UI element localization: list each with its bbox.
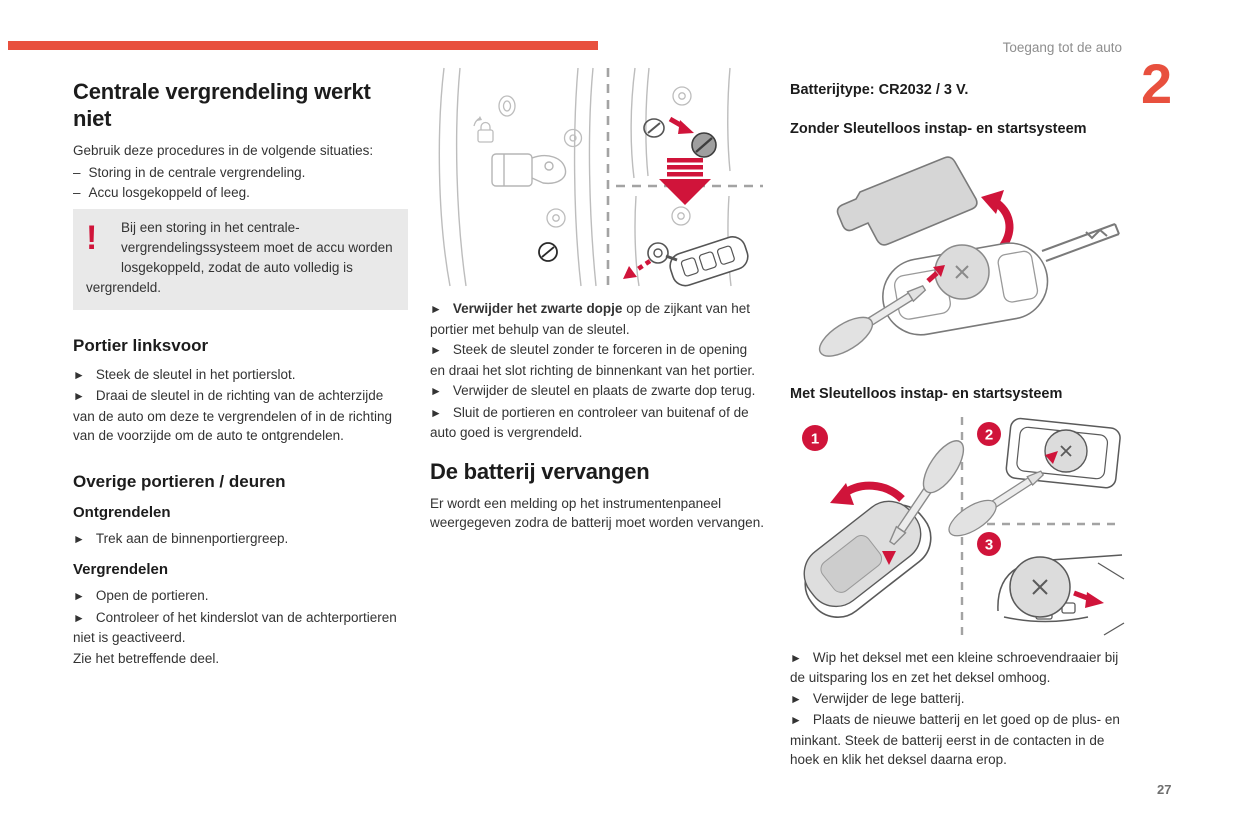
instruction-bullet	[430, 299, 765, 339]
section-title: De batterij vervangen	[430, 458, 650, 484]
instruction-text: Verwijder de sleutel en plaats de zwarte dop terug.	[452, 383, 756, 398]
list-item	[73, 183, 408, 203]
instruction-text: Steek de sleutel zonder te forceren in de opening en draai het slot richting de binnenkant van het portier.	[430, 342, 755, 378]
running-header: Toegang tot de auto	[1002, 40, 1122, 55]
bullet-marker-icon: ►	[73, 367, 85, 382]
bullet-marker-icon: ►	[790, 691, 802, 706]
instruction-bullet	[430, 381, 765, 402]
instruction-text: Draai de sleutel in de richting van de achterzijde van de auto om deze te vergrendelen of in de richting van de voorzijde om de auto te ontgrendelen.	[73, 388, 392, 443]
bullet-marker-icon: ►	[430, 405, 442, 420]
instruction-text: Steek de sleutel in het portierslot.	[95, 366, 296, 382]
key-in-lock-detail	[623, 233, 751, 288]
subsection-heading: Overige portieren / deuren	[73, 471, 286, 491]
section-title: Centrale vergrendeling werkt niet	[73, 79, 371, 131]
list-item	[73, 163, 408, 183]
step-badge-2	[977, 422, 1001, 446]
bullet-marker-icon: ►	[73, 389, 85, 403]
press-down-arrow-icon	[659, 158, 711, 205]
instruction-bullet	[790, 710, 1125, 770]
bullet-marker-icon: ►	[73, 610, 85, 625]
coin-battery-icon	[935, 245, 989, 299]
sub-subheading: Ontgrendelen	[73, 503, 171, 521]
bullet-marker-icon: ►	[790, 650, 802, 665]
dash-marker: –	[73, 164, 81, 180]
instruction-bullet	[73, 386, 408, 446]
instruction-text: Trek aan de binnenportiergreep.	[95, 530, 289, 546]
instruction-bullet	[430, 340, 765, 380]
page-number: 27	[1157, 782, 1172, 797]
warning-box	[73, 209, 408, 310]
instruction-bullet	[790, 648, 1125, 688]
instruction-text: Sluit de portieren en controleer van buitenaf of de auto goed is vergrendeld.	[430, 404, 749, 440]
column-right	[790, 76, 1125, 771]
keyless-battery-steps-figure	[790, 411, 1125, 639]
battery-cover	[838, 157, 977, 245]
bullet-marker-icon: ►	[430, 343, 442, 357]
door-grommets	[499, 96, 582, 227]
door-lock-figure	[430, 66, 765, 288]
instruction-bullet	[73, 608, 408, 648]
step-number: 3	[984, 536, 994, 553]
chapter-number: 2	[1141, 52, 1173, 115]
dash-marker: –	[73, 185, 81, 200]
instruction-bullet	[790, 689, 1125, 710]
instruction-bullet	[73, 529, 408, 550]
warning-exclamation-icon: !	[86, 218, 98, 257]
key-blade	[1042, 224, 1119, 261]
step-badge-1	[802, 425, 828, 451]
instruction-bullet	[73, 365, 408, 386]
intro-text: Gebruik deze procedures in de volgende situaties:	[73, 143, 374, 158]
bullet-marker-icon: ►	[430, 302, 442, 316]
coin-battery-icon	[1045, 430, 1087, 472]
battery-type-spec: Batterijtype: CR2032 / 3 V.	[790, 82, 969, 98]
instruction-text: Controleer of het kinderslot van de achterportieren niet is geactiveerd.	[73, 609, 397, 645]
screwdriver-icon	[944, 463, 1049, 542]
instruction-text: Wip het deksel met een kleine schroevendraaier bij de uitsparing los en zet het deksel omhoog.	[790, 649, 1119, 685]
instruction-text-bold: Verwijder het zwarte dopje	[452, 301, 623, 316]
bullet-marker-icon: ►	[790, 713, 802, 727]
door-washers-right	[672, 87, 691, 225]
list-item-text: Accu losgekoppeld of leeg.	[88, 185, 250, 200]
subsection-heading: Portier linksvoor	[73, 335, 209, 355]
sub-subheading: Vergrendelen	[73, 561, 169, 578]
subsection-heading: Met Sleutelloos instap- en startsysteem	[790, 386, 1063, 402]
battery-insert-detail	[998, 555, 1124, 635]
column-left	[73, 78, 408, 669]
column-middle	[430, 66, 765, 534]
instruction-bullet	[430, 403, 765, 443]
warning-text: Bij een storing in het centrale-vergrendelingssysteem moet de accu worden losgekoppeld, zodat de auto volledig is vergrendeld.	[86, 219, 393, 295]
accent-bar	[8, 41, 598, 50]
black-cap-icon	[539, 243, 557, 261]
step-number: 1	[810, 430, 820, 447]
step-number: 2	[984, 426, 994, 443]
padlock-icon	[474, 116, 493, 142]
bullet-marker-icon: ►	[73, 531, 85, 546]
instruction-text: Plaats de nieuwe batterij en let goed op de plus- en minkant. Steek de batterij eerst in de contacten in de hoek en klik het deksel daarna erop.	[790, 712, 1120, 767]
cap-removal-detail	[644, 119, 716, 157]
instruction-text: Open de portieren.	[95, 588, 209, 603]
key-battery-cover-figure	[790, 148, 1125, 372]
subsection-heading: Zonder Sleutelloos instap- en startsysteem	[790, 120, 1087, 137]
instruction-bullet	[73, 586, 408, 607]
door-latch	[492, 154, 566, 186]
reference-note: Zie het betreffende deel.	[73, 650, 220, 666]
list-item-text: Storing in de centrale vergrendeling.	[88, 164, 306, 180]
door-edge-lines	[439, 68, 596, 286]
step-badge-3	[977, 532, 1001, 556]
key-fob-icon	[667, 233, 751, 288]
bullet-marker-icon: ►	[73, 589, 85, 603]
instruction-text: Verwijder de lege batterij.	[812, 690, 965, 706]
instruction-text: op de zijkant van het portier met behulp van de sleutel.	[430, 301, 751, 337]
bullet-marker-icon: ►	[430, 384, 442, 398]
body-text: Er wordt een melding op het instrumentenpaneel weergegeven zodra de batterij moet worden vervangen.	[430, 495, 764, 530]
